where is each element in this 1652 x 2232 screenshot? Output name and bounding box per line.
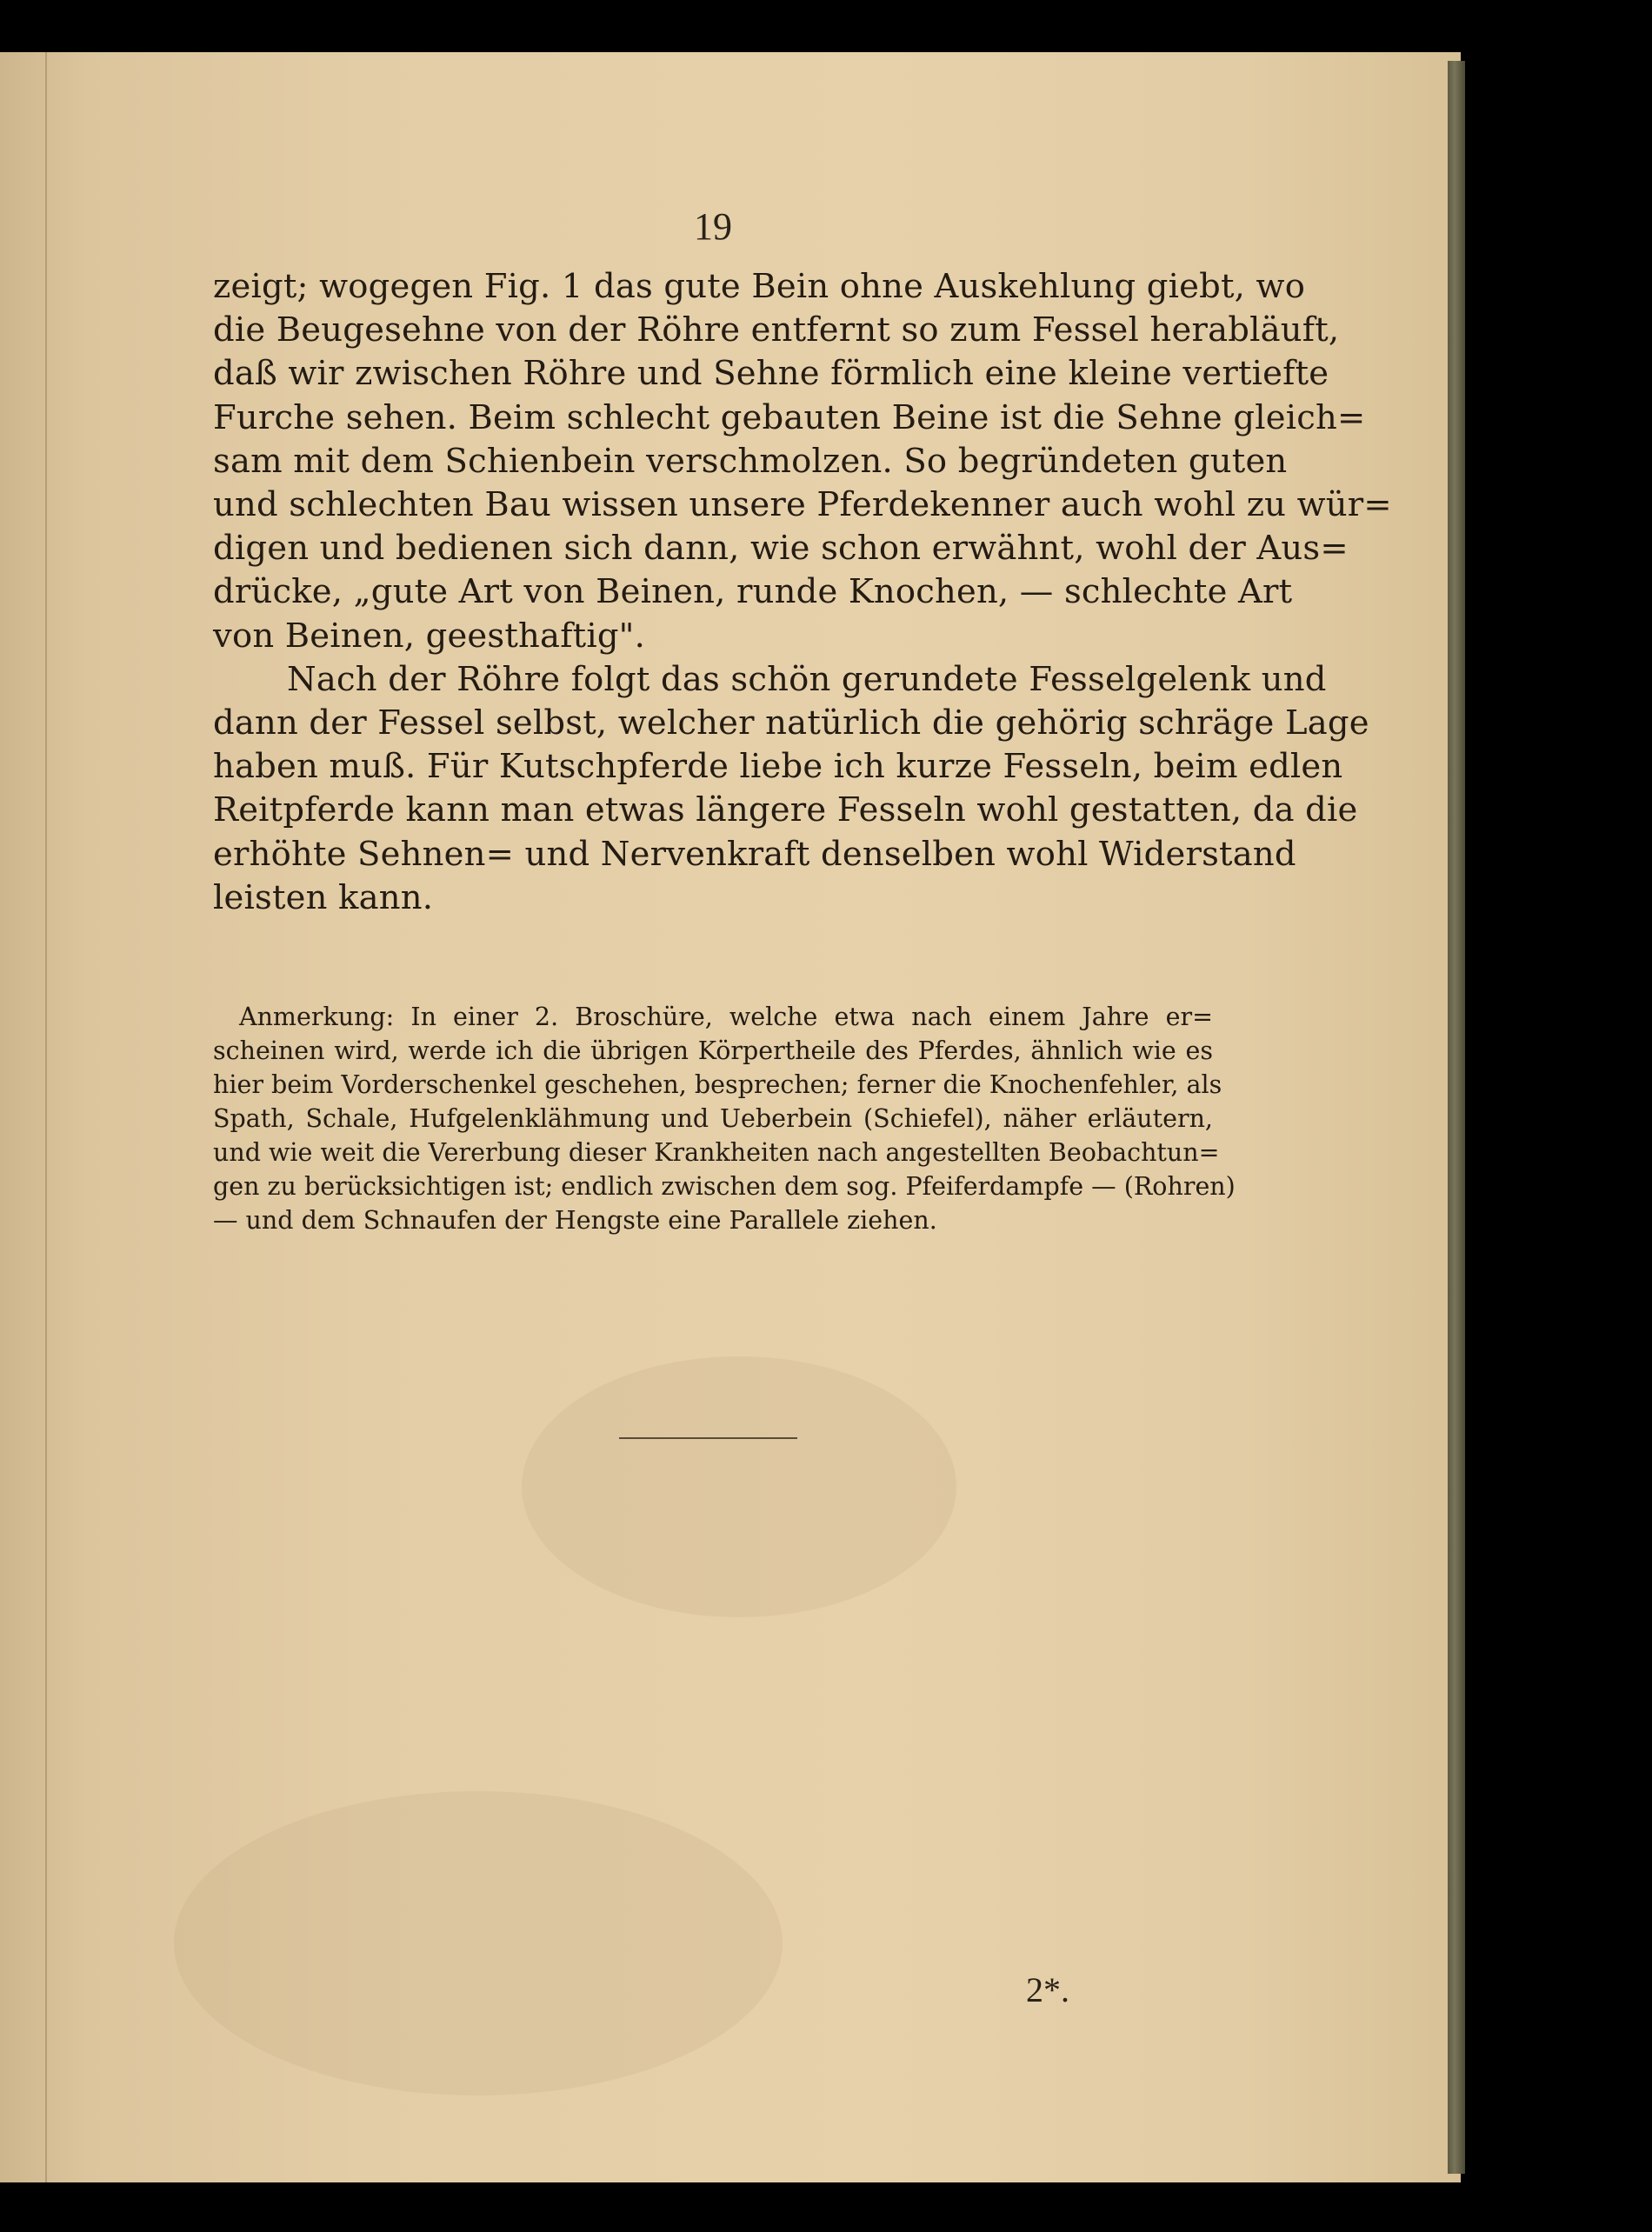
text-line: die Beugesehne von der Röhre entfernt so zum Fessel herabläuft, — [213, 310, 1340, 350]
paper-stain — [522, 1356, 956, 1617]
text-line: von Beinen, geesthaftig". — [213, 616, 646, 656]
text-line: Furche sehen. Beim schlecht gebauten Beine ist die Sehne gleich= — [213, 397, 1366, 437]
footnote-line: — und dem Schnaufen der Hengste eine Parallele ziehen. — [213, 1206, 937, 1235]
text-line: daß wir zwischen Röhre und Sehne förmlich eine kleine vertiefte — [213, 354, 1329, 394]
text-line: sam mit dem Schienbein verschmolzen. So begründeten guten — [213, 441, 1288, 481]
text-line: drücke, „gute Art von Beinen, runde Knochen, — schlechte Art — [213, 572, 1293, 612]
text-line: und schlechten Bau wissen unsere Pferdekenner auch wohl zu wür= — [213, 485, 1392, 525]
footnote-line: scheinen wird, werde ich die übrigen Körpertheile des Pferdes, ähnlich wie es — [213, 1036, 1213, 1065]
book-spine — [1448, 61, 1465, 2174]
text-line: Reitpferde kann man etwas längere Fesseln wohl gestatten, da die — [213, 790, 1358, 830]
footnote-line: und wie weit die Vererbung dieser Krankheiten nach angestellten Beobachtun= — [213, 1138, 1220, 1167]
text-line: zeigt; wogegen Fig. 1 das gute Bein ohne Auskehlung giebt, wo — [213, 267, 1306, 306]
footnote-line: hier beim Vorderschenkel geschehen, besprechen; ferner die Knochenfehler, als — [213, 1070, 1222, 1099]
section-divider — [619, 1437, 797, 1439]
signature-mark: 2*. — [1026, 1970, 1069, 2009]
text-line: dann der Fessel selbst, welcher natürlich die gehörig schräge Lage — [213, 703, 1369, 743]
footnote-line: gen zu berücksichtigen ist; endlich zwischen dem sog. Pfeiferdampfe — (Rohren) — [213, 1172, 1236, 1201]
text-line: erhöhte Sehnen= und Nervenkraft denselben wohl Widerstand — [213, 834, 1296, 874]
paper-stain — [174, 1791, 783, 2095]
text-line: digen und bedienen sich dann, wie schon erwähnt, wohl der Aus= — [213, 529, 1349, 569]
main-text — [213, 265, 1392, 920]
footnote — [213, 1000, 1236, 1237]
footnote-line: Spath, Schale, Hufgelenklähmung und Ueberbein (Schiefel), näher erläutern, — [213, 1104, 1213, 1133]
text-line: Nach der Röhre folgt das schön gerundete Fesselgelenk und — [287, 659, 1327, 699]
footnote-line: Anmerkung: In einer 2. Broschüre, welche etwa nach einem Jahre er= — [239, 1003, 1213, 1031]
text-line: haben muß. Für Kutschpferde liebe ich kurze Fesseln, beim edlen — [213, 747, 1343, 787]
page-number: 19 — [694, 205, 732, 248]
text-line: leisten kann. — [213, 877, 434, 917]
book-page — [0, 52, 1461, 2182]
